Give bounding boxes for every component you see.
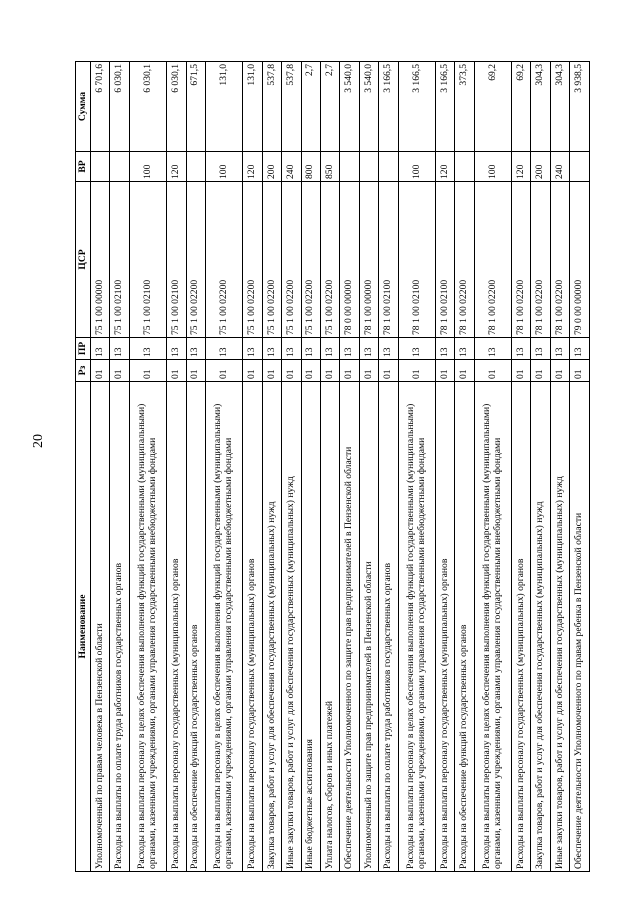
cell-pr: 13 (398, 338, 435, 360)
cell-rz: 01 (359, 360, 378, 382)
table-row (205, 62, 242, 872)
cell-pr: 13 (301, 338, 320, 360)
cell-csr: 75 1 00 02100 (110, 182, 129, 338)
cell-sum: 6 030,1 (129, 62, 166, 152)
budget-table (75, 61, 590, 872)
cell-sum: 131,0 (205, 62, 242, 152)
header-vr: ВР (76, 152, 91, 182)
cell-rz: 01 (320, 360, 339, 382)
cell-csr: 78 1 00 02200 (474, 182, 511, 338)
cell-name: Уполномоченный по правам человека в Пензенской области (91, 382, 110, 872)
cell-rz: 01 (262, 360, 281, 382)
cell-pr: 13 (531, 338, 550, 360)
cell-pr: 13 (570, 338, 590, 360)
cell-name: Расходы на выплаты персоналу государственных (муниципальных) органов (243, 382, 262, 872)
cell-csr: 78 1 00 02200 (531, 182, 550, 338)
cell-pr: 13 (282, 338, 301, 360)
table-header-row (76, 62, 91, 872)
cell-vr (340, 152, 359, 182)
cell-sum: 2,7 (320, 62, 339, 152)
table-row (340, 62, 359, 872)
cell-rz: 01 (129, 360, 166, 382)
cell-pr: 13 (455, 338, 474, 360)
cell-name: Расходы на выплаты по оплате труда работников государственных органов (110, 382, 129, 872)
cell-pr: 13 (243, 338, 262, 360)
cell-name: Расходы на выплаты персоналу в целях обеспечения выполнения функций государственными (муниципальными) органами, казенными учреждениями, органами управления государственными внебюджетными фондами (398, 382, 435, 872)
cell-csr: 78 1 00 02200 (455, 182, 474, 338)
cell-rz: 01 (398, 360, 435, 382)
cell-pr: 13 (359, 338, 378, 360)
cell-sum: 537,8 (262, 62, 281, 152)
cell-pr: 13 (205, 338, 242, 360)
table-row (167, 62, 186, 872)
cell-csr: 78 1 00 02100 (379, 182, 398, 338)
cell-name: Иные бюджетные ассигнования (301, 382, 320, 872)
cell-pr: 13 (129, 338, 166, 360)
cell-rz: 01 (474, 360, 511, 382)
cell-sum: 3 938,5 (570, 62, 590, 152)
cell-rz: 01 (550, 360, 569, 382)
table-body (91, 62, 590, 872)
cell-csr: 78 1 00 02200 (550, 182, 569, 338)
table-row (282, 62, 301, 872)
cell-csr: 75 1 00 02200 (282, 182, 301, 338)
cell-rz: 01 (243, 360, 262, 382)
cell-pr: 13 (379, 338, 398, 360)
header-pr: ПР (76, 338, 91, 360)
cell-name: Расходы на выплаты персоналу государственных (муниципальных) органов (167, 382, 186, 872)
cell-csr: 75 1 00 02200 (205, 182, 242, 338)
cell-pr: 13 (512, 338, 531, 360)
cell-csr: 75 1 00 00000 (91, 182, 110, 338)
cell-name: Расходы на выплаты персоналу государственных (муниципальных) органов (512, 382, 531, 872)
cell-sum: 537,8 (282, 62, 301, 152)
cell-csr: 78 1 00 02200 (512, 182, 531, 338)
cell-rz: 01 (512, 360, 531, 382)
rotated-table-container (75, 62, 590, 872)
cell-csr: 75 1 00 02200 (301, 182, 320, 338)
table-row (435, 62, 454, 872)
cell-vr (359, 152, 378, 182)
cell-csr: 75 1 00 02200 (320, 182, 339, 338)
table-row (359, 62, 378, 872)
cell-vr: 240 (282, 152, 301, 182)
cell-rz: 01 (186, 360, 205, 382)
header-sum: Сумма (76, 62, 91, 152)
cell-rz: 01 (205, 360, 242, 382)
table-row (379, 62, 398, 872)
cell-csr: 75 1 00 02100 (129, 182, 166, 338)
table-row (455, 62, 474, 872)
cell-csr: 78 1 00 02100 (435, 182, 454, 338)
cell-pr: 13 (262, 338, 281, 360)
cell-name: Уплата налогов, сборов и иных платежей (320, 382, 339, 872)
cell-vr: 120 (512, 152, 531, 182)
cell-pr: 13 (91, 338, 110, 360)
cell-rz: 01 (435, 360, 454, 382)
cell-sum: 6 030,1 (110, 62, 129, 152)
cell-csr: 79 0 00 00000 (570, 182, 590, 338)
cell-pr: 13 (167, 338, 186, 360)
cell-sum: 3 540,0 (340, 62, 359, 152)
cell-pr: 13 (474, 338, 511, 360)
cell-rz: 01 (340, 360, 359, 382)
cell-csr: 78 1 00 02100 (398, 182, 435, 338)
cell-name: Расходы на выплаты персоналу в целях обеспечения выполнения функций государственными (муниципальными) органами, казенными учреждениями, органами управления государственными внебюджетными фондами (474, 382, 511, 872)
cell-name: Расходы на выплаты персоналу государственных (муниципальных) органов (435, 382, 454, 872)
cell-vr: 120 (243, 152, 262, 182)
cell-vr: 100 (205, 152, 242, 182)
header-rz: Рз (76, 360, 91, 382)
cell-name: Закупка товаров, работ и услуг для обеспечения государственных (муниципальных) нужд (262, 382, 281, 872)
table-row (91, 62, 110, 872)
cell-name: Обеспечение деятельности Уполномоченного по правам ребенка в Пензенской области (570, 382, 590, 872)
cell-pr: 13 (320, 338, 339, 360)
cell-vr: 100 (474, 152, 511, 182)
header-name: Наименование (76, 382, 91, 872)
table-row (243, 62, 262, 872)
cell-vr: 120 (167, 152, 186, 182)
cell-vr: 100 (398, 152, 435, 182)
cell-rz: 01 (167, 360, 186, 382)
cell-sum: 3 166,5 (435, 62, 454, 152)
cell-name: Расходы на выплаты персоналу в целях обеспечения выполнения функций государственными (муниципальными) органами, казенными учреждениями, органами управления государственными внебюджетными фондами (205, 382, 242, 872)
cell-rz: 01 (570, 360, 590, 382)
table-row (186, 62, 205, 872)
cell-rz: 01 (91, 360, 110, 382)
cell-vr (379, 152, 398, 182)
cell-sum: 3 166,5 (398, 62, 435, 152)
cell-csr: 75 1 00 02200 (243, 182, 262, 338)
cell-name: Расходы на обеспечение функций государственных органов (455, 382, 474, 872)
cell-rz: 01 (110, 360, 129, 382)
cell-rz: 01 (301, 360, 320, 382)
cell-sum: 69,2 (474, 62, 511, 152)
cell-name: Расходы на выплаты персоналу в целях обеспечения выполнения функций государственными (муниципальными) органами, казенными учреждениями, органами управления государственными внебюджетными фондами (129, 382, 166, 872)
cell-rz: 01 (531, 360, 550, 382)
cell-vr: 200 (531, 152, 550, 182)
cell-vr (455, 152, 474, 182)
cell-csr: 75 1 00 02200 (186, 182, 205, 338)
cell-pr: 13 (435, 338, 454, 360)
cell-csr: 78 0 00 00000 (340, 182, 359, 338)
cell-sum: 3 166,5 (379, 62, 398, 152)
table-row (301, 62, 320, 872)
cell-sum: 6 030,1 (167, 62, 186, 152)
table-row (262, 62, 281, 872)
page-number: 20 (31, 434, 46, 448)
table-row (398, 62, 435, 872)
cell-name: Иные закупки товаров, работ и услуг для обеспечения государственных (муниципальных) нужд (550, 382, 569, 872)
cell-sum: 2,7 (301, 62, 320, 152)
table-row (110, 62, 129, 872)
cell-name: Обеспечение деятельности Уполномоченного по защите прав предпринимателей в Пензенской области (340, 382, 359, 872)
cell-sum: 304,3 (531, 62, 550, 152)
table-row (320, 62, 339, 872)
header-csr: ЦСР (76, 182, 91, 338)
cell-name: Закупка товаров, работ и услуг для обеспечения государственных (муниципальных) нужд (531, 382, 550, 872)
cell-pr: 13 (340, 338, 359, 360)
cell-name: Уполномоченный по защите прав предпринимателей в Пензенской области (359, 382, 378, 872)
cell-csr: 75 1 00 02200 (262, 182, 281, 338)
table-row (531, 62, 550, 872)
cell-sum: 373,5 (455, 62, 474, 152)
table-row (512, 62, 531, 872)
cell-sum: 6 701,6 (91, 62, 110, 152)
cell-vr: 850 (320, 152, 339, 182)
cell-vr: 240 (550, 152, 569, 182)
table-row (129, 62, 166, 872)
cell-sum: 131,0 (243, 62, 262, 152)
cell-vr: 120 (435, 152, 454, 182)
cell-sum: 304,3 (550, 62, 569, 152)
cell-sum: 671,5 (186, 62, 205, 152)
cell-pr: 13 (550, 338, 569, 360)
cell-pr: 13 (186, 338, 205, 360)
cell-vr: 800 (301, 152, 320, 182)
table-row (550, 62, 569, 872)
cell-vr (91, 152, 110, 182)
cell-vr (110, 152, 129, 182)
cell-vr: 200 (262, 152, 281, 182)
cell-csr: 75 1 00 02100 (167, 182, 186, 338)
cell-csr: 78 1 00 00000 (359, 182, 378, 338)
table-row (570, 62, 590, 872)
cell-rz: 01 (455, 360, 474, 382)
cell-name: Иные закупки товаров, работ и услуг для обеспечения государственных (муниципальных) нужд (282, 382, 301, 872)
cell-vr (570, 152, 590, 182)
cell-name: Расходы на обеспечение функций государственных органов (186, 382, 205, 872)
cell-sum: 69,2 (512, 62, 531, 152)
table-row (474, 62, 511, 872)
cell-pr: 13 (110, 338, 129, 360)
cell-rz: 01 (379, 360, 398, 382)
cell-vr (186, 152, 205, 182)
cell-vr: 100 (129, 152, 166, 182)
cell-rz: 01 (282, 360, 301, 382)
cell-sum: 3 540,0 (359, 62, 378, 152)
cell-name: Расходы на выплаты по оплате труда работников государственных органов (379, 382, 398, 872)
